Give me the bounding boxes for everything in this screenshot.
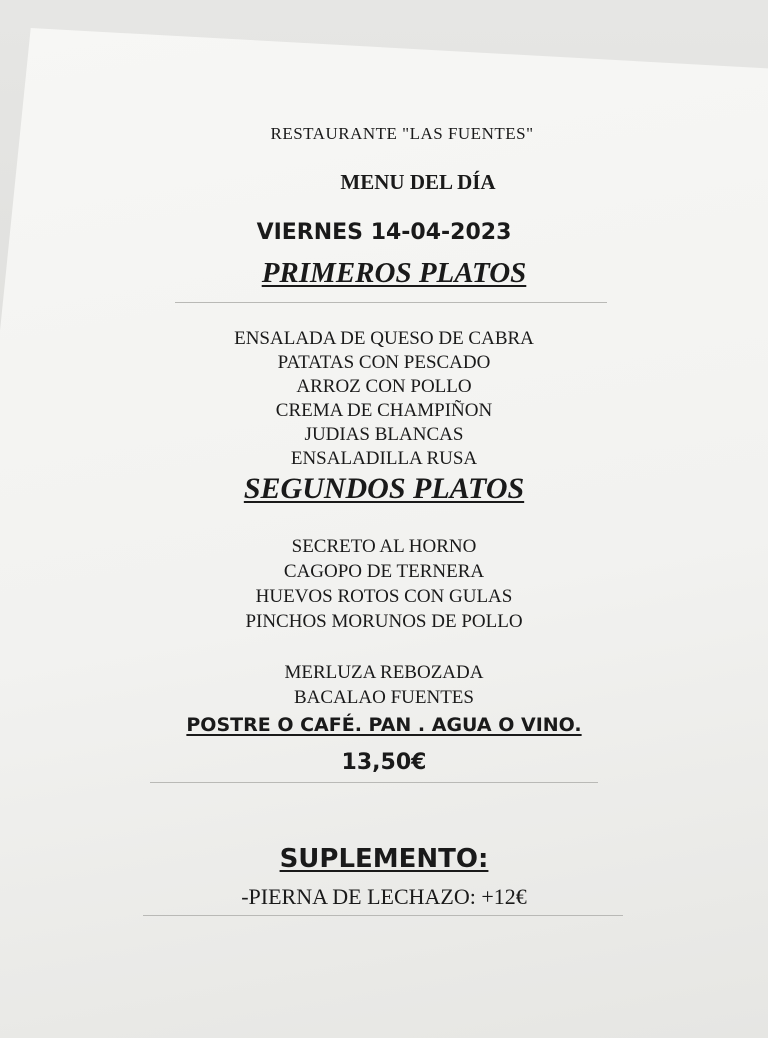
divider [143, 915, 623, 916]
segundos-heading: SEGUNDOS PLATOS [243, 472, 525, 505]
primeros-item: PATATAS CON PESCADO [277, 352, 491, 373]
menu-price: 13,50€ [341, 750, 427, 775]
menu-title: MENU DEL DÍA [340, 170, 496, 194]
primeros-heading: PRIMEROS PLATOS [261, 257, 527, 289]
menu-date: VIERNES 14-04-2023 [256, 220, 512, 245]
primeros-item: JUDIAS BLANCAS [304, 424, 464, 445]
segundos-item: CAGOPO DE TERNERA [283, 561, 485, 582]
segundos-item: MERLUZA REBOZADA [284, 662, 484, 683]
restaurant-name: RESTAURANTE "LAS FUENTES" [270, 124, 534, 143]
segundos-item: PINCHOS MORUNOS DE POLLO [245, 611, 523, 632]
divider [150, 782, 598, 783]
primeros-item: ARROZ CON POLLO [296, 376, 472, 397]
segundos-item: HUEVOS ROTOS CON GULAS [255, 586, 513, 607]
primeros-item: ENSALADA DE QUESO DE CABRA [234, 328, 534, 349]
segundos-item: SECRETO AL HORNO [291, 536, 477, 557]
suplemento-heading: SUPLEMENTO: [279, 844, 489, 874]
divider [175, 302, 607, 303]
primeros-item: ENSALADILLA RUSA [290, 448, 478, 469]
suplemento-item: -PIERNA DE LECHAZO: +12€ [241, 884, 527, 909]
segundos-item: BACALAO FUENTES [294, 687, 474, 708]
primeros-item: CREMA DE CHAMPIÑON [275, 400, 493, 421]
menu-includes: POSTRE O CAFÉ. PAN . AGUA O VINO. [186, 714, 582, 736]
